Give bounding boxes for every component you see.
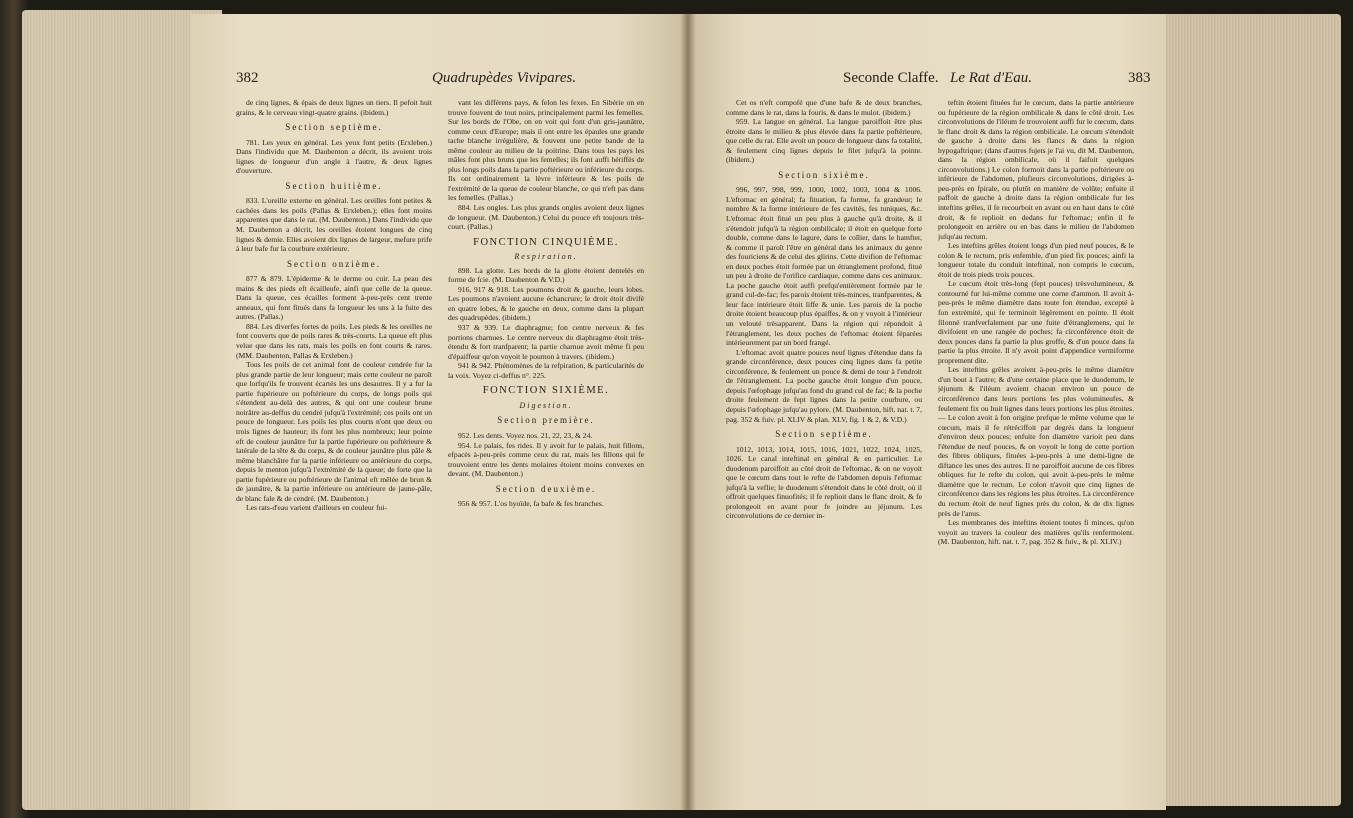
- right-running-title-right: Le Rat d'Eau.: [950, 70, 1032, 86]
- paragraph: 937 & 939. Le diaphragme; fon centre nerveux & fes portions charnues. Le centre nerveux du diaphragme étoit très-étendu & fort tranfparent; la partie charnue avoit même fi peu d'épaiffeur qu'on voyoit le poumon à travers. (ibidem.): [448, 323, 644, 361]
- paragraph: 996, 997, 998, 999, 1000, 1002, 1003, 1004 & 1006. L'eftomac en général; fa fituation, fa forme, fa grandeur; le nombre & la forme intérieure de fes cavités, fes tuniques, &c. L'eftomac étoit fitué un peu plus à gauche qu'à droite, & il s'étendoit jufqu'à la région ombilicale; il étoit en quelque forte double, comme dans le lagure, dans le coîlier, dans le hamfter, & comme il paroît l'être en général dans les animaux du genre des fouriciens & de celui des glirins. Cette divifion de l'eftomac en deux poches étoit formée par un étranglement profond, fitué un peu à droite de l'orifice cardiaque, comme dans ces animaux. La poche gauche étoit auffi prefqu'entièrement formée par le grand cul-de-fac; fes parois étoient très-minces, tranfparentes, & leur face intérieure étoit liffe & unie. Les parois de la poche droite étoient beaucoup plus épaiffes, & on y voyoit à l'intérieur un velouté trèsapparent. Dans la région qui répondoit à l'étranglement, les deux poches de l'eftomac étoient féparées intérieurement par un bord frangé.: [726, 185, 922, 348]
- subsection-heading: Respiration.: [514, 252, 578, 262]
- paragraph: 916, 917 & 918. Les poumons droit & gauche, leurs lobes. Les poumons n'avoient aucune échancrure; le droit étoit divifé en quatre lobes, & le gauche en deux, comme dans la plupart des quadrupèdes. (ibidem.): [448, 284, 644, 323]
- paragraph: vant les différens pays, & felon les fexes. En Sibérie on en trouve fouvent de tout noirs, principalement parmi les femelles. Sur les bords de l'Obe, on en voit qui font d'un gris-jaunâtre, comme ceux d'Europe; mais il ont entre les épaules une grande tache blanche irrégulière, & fouvent une petite bande de la même couleur au milieu de la poitrine. Dans tous les pays les mâles font plus bruns que les femelles; ils font auffi hériffés de plus longs poils dans la partie poftérieure ou inférieure du corps. Ils ont ordinairement la lèvre inférieure & les poils de l'extrémité de la queue de couleur blanche, ce qui n'eft pas dans les femelles. (Pallas.): [448, 98, 644, 203]
- paragraph: Tous les poils de cet animal font de couleur cendrée fur la plus grande partie de leur longueur; mais cette couleur ne paroît que lorfqu'ils fe trouvent écartés les uns desautres. Il y a fur la partie fupérieure ou poftérieure du corps, de longs poils qui s'étendent au-delà des autres, & qui ont une couleur brune noirâtre au-deffus du cendré jufqu'à l'extrémité; ces poils ont un pouce de longueur. Les poils les plus courts n'ont que deux ou trois lignes de hauteur; ils font les plus nombreux; leur pointe eft de couleur jaunâtre fur la partie fupérieure ou poftérieure & latérale de la tête & du corps, & de couleur jaunâtre plus pâle & même blanchâtre fur la partie inférieure ou antérieure du corps, depuis le menton jufqu'à l'extrémité de la queue; de forte que la partie fupérieure ou poftérieure de l'animal eft mêlée de brun & de jaunâtre, & la partie inférieure ou antérieure de jaune-pâle, de blanc fale & de cendré. (M. Daubenton.): [236, 360, 432, 503]
- subsection-heading: Digestion.: [519, 400, 573, 410]
- section-heading: Section sixième.: [778, 169, 870, 180]
- paragraph: 884. Les ongles. Les plus grands ongles avoient deux lignes de longueur. (M. Daubenton.) Celui du pouce eft toujours très-court. (Pallas.): [448, 203, 644, 232]
- paragraph: 952. Les dents. Voyez nos. 21, 22, 23, & 24.: [458, 430, 593, 440]
- section-heading: Section septième.: [285, 122, 383, 133]
- right-running-title-left: Seconde Claffe.: [843, 70, 939, 86]
- left-column-2: [448, 98, 644, 798]
- paragraph: Les membranes des inteftins étoient toutes fi minces, qu'on voyoit au travers la couleur des matières qu'ils renfermoient. (M. Daubenton, hift. nat. t. 7, pag. 352 & fuiv., & pl. XLIV.): [938, 518, 1134, 547]
- right-column-1: [726, 98, 922, 798]
- paragraph: 941 & 942. Phénomènes de la refpiration, & particularités de la voix. Voyez ci-deffus n°. 225.: [448, 361, 644, 380]
- section-heading: Section deuxième.: [495, 483, 597, 494]
- paragraph: Les inteftins grêles avoient à-peu-près le même diamètre d'un bout à l'autre; & d'une certaine place que le duodenum, le jéjunum & l'iléum avoient chacun environ un pouce de circonférence dans leurs portions les plus volumineufes, & feulement fix ou huit lignes dans leurs portions les plus étroites. — Le colon avoit à fon origine prefque le même volume que le cœcum, mais il fe rétréciffoit par degrés dans la longueur d'environ deux pouces; enfuite fon diamètre varioit peu dans l'étendue de neuf pouces, & on voyoit le long de cette portion des fibres obliques, fituées à-peu-près à une demi-ligne de diftance les unes des autres. Il ne paroiffoit aucune de ces fibres obliques fur le refte du colon, qui avoit à-peu-près le même diamètre que le rectum. Le colon n'avoit que cinq lignes de circonférence dans les régions les plus étroites. La circonférence du rectum étoit de neuf lignes près du colon, & de dix lignes près de l'anus.: [938, 365, 1134, 518]
- left-column-1: [236, 98, 432, 798]
- paragraph: 954. Le palais, fes rides. Il y avoit fur le palais, huit fillons, efpacés à-peu-près comme ceux du rat, mais les fillons qui fe trouvoient entre les dents molaires étoient moins convexes en devant. (M. Daubenton.): [448, 440, 644, 479]
- paragraph: 833. L'oreille externe en général. Les oreilles font petites & cachées dans les poils (Pallas & Erxleben.); elles font moins apparentes que dans le rat. (M. Daubenton.) Dans l'individu que M. Daubenton a décrit, les oreilles étoient longues de cinq lignes & demie. Elles avoient dix lignes de largeur, mefure prife à leur bafe fur la courbure extérieure.: [236, 196, 432, 254]
- right-column-2: [938, 98, 1134, 798]
- paragraph: 884. Les diverfes fortes de poils. Les pieds & les oreilles ne font couverts que de poils rares & très-courts. La queue eft plus velue que dans les rats, mais les poils en font courts & rares. (MM. Daubenton, Pallas & Erxleben.): [236, 321, 432, 360]
- paragraph: 781. Les yeux en général. Les yeux font petits (Erxleben.) Dans l'individu que M. Daubenton a décrit, ils avoient trois lignes de longueur d'un angle à l'autre, & deux lignes d'ouverture.: [236, 137, 432, 176]
- section-heading: Section première.: [497, 415, 595, 426]
- book-gutter: [680, 14, 696, 810]
- paragraph: Les rats-d'eau varient d'ailleurs en couleur fui-: [246, 503, 388, 513]
- section-heading: Section huitième.: [285, 180, 383, 191]
- section-heading: Section onzième.: [287, 258, 381, 269]
- section-heading: Section septième.: [775, 429, 873, 440]
- paragraph: teftin étoient fituées fur le cœcum, dans la partie antérieure ou fupérieure de la région ombilicale & dans le côté droit. Les circonvolutions de l'iléum fe trouvoient auffi fur le cœcum, dans le flanc droit & dans la région ombilicale. Le cœcum s'étendoit de gauche à droite dans les flancs & dans la région hypogaftrique; (dans d'autres fujets je l'ai vu, dit M. Daubenton, dans la région ombilicale, où il faifoit quelques circonvolutions.) Le colon formoit dans la partie poftérieure ou inférieure de l'abdomen, plufieurs circonvolutions, dirigées à-peu-près en fpirale, ou plutôt en manière de volûte; enfuite il paffoit de gauche à droite dans la région ombilicale fur les inteftins grêles, il fe recourboit en avant ou en haut dans le côté droit, & fe replioit en dedans fur l'eftomac; enfin il fe prolongeoit en arrière ou en bas dans le milieu de l'abdomen jufqu'au rectum.: [938, 98, 1134, 241]
- right-page: [688, 14, 1166, 810]
- paragraph: L'eftomac avoit quatre pouces neuf lignes d'étendue dans fa grande circonférence, deux pouces cinq lignes dans fa petite circonférence, & feulement un pouce & demi de tour à l'endroit de l'étranglement. La poche gauche étoit longue d'un pouce, depuis l'œfophage jufqu'au fond du grand cul de fac; & la poche droite feulement de fept lignes dans la petite courbure, ou depuis l'œfophage jufqu'au pylore. (M. Daubenton, hift. nat. t. 7, pag. 352 & fuiv. pl. XLIV & plan. XLV, fig. 1 & 2, & V.D.): [726, 347, 922, 424]
- section-heading: FONCTION CINQUIÈME.: [473, 236, 619, 248]
- left-running-title: Quadrupèdes Vivipares.: [432, 70, 577, 86]
- right-page-number: 383: [1128, 70, 1151, 86]
- paragraph: 1012, 1013, 1014, 1015, 1016, 1021, 1022, 1024, 1025, 1026. Le canal inteftinal en général & en particulier. Le duodenum paroiffoit au côté droit de l'eftomac, & on ne voyoit que le cœcum dans tout le refte de l'abdomen depuis l'eftomac jufqu'à la veflie; le duodenum s'étendoit dans le côté droit, où il offroit quelques finuofités; il fe replioit dans le flanc droit, & fe prolongeoit en avant pour fe joindre au jéjunum. Les circonvolutions de ce dernier in-: [726, 444, 922, 521]
- paragraph: Cet os n'eft compofé que d'une bafe & de deux branches, comme dans le rat, dans la fouris, & dans le mulot. (ibidem.): [726, 98, 922, 117]
- paragraph: 959. La langue en général. La langue paroiffoit être plus étroite dans le milieu & plus élevée dans fa partie poftérieure, que celle du rat. Elle avoit un pouce de longueur dans fa totalité, & feulement cinq lignes depuis le filet jufqu'à la pointe. (ibidem.): [726, 117, 922, 165]
- paragraph: 956 & 957. L'os hyoïde, fa bafe & fes branches.: [458, 499, 604, 509]
- paragraph: 898. La glotte. Les bords de la glotte étoient dentelés en forme de fcie. (M. Daubenton & V.D.): [448, 265, 644, 285]
- left-page: [190, 14, 688, 810]
- section-heading: FONCTION SIXIÈME.: [482, 385, 610, 397]
- paragraph: Les inteftins grêles étoient longs d'un pied neuf pouces, & le colon & le rectum, pris enfemble, d'un pied fix pouces; ainfi la longueur totale du conduit inteftinal, non compris le cœcum, étoit de trois pieds trois pouces.: [938, 241, 1134, 279]
- left-page-number: 382: [236, 70, 259, 86]
- paragraph: 877 & 879. L'épiderme & le derme ou cuir. La peau des mains & des pieds eft écailleufe, ainfi que celle de la queue. Dans la queue, ces écailles forment à-peu-près cent trente anneaux, qui font fitués dans fa longueur les uns à la fuite des autres. (Pallas.): [236, 274, 432, 322]
- paragraph: Le cœcum étoit très-long (fept pouces) trèsvolumineux, & contourné fur lui-même comme une corne d'ammon. Il avoit à-peu-près le même diamètre dans toute fon étendue, excepté à fon extrémité, qui fe terminoit légèrement en pointe. Il étoit filonné tranfverfalement par une fuite d'étranglemens, qui le divifoient en une rangée de poches; fa circonférence étoit de deux pouces dans fa partie la plus groffe, & d'un pouce dans fa partie la plus étroite. Il n'y avoit point d'appendice vermiforme proprement dite.: [938, 279, 1134, 365]
- paragraph: de cinq lignes, & épais de deux lignes un tiers. Il pefoit huit grains, & le cerveau vingt-quatre grains. (ibidem.): [236, 98, 432, 117]
